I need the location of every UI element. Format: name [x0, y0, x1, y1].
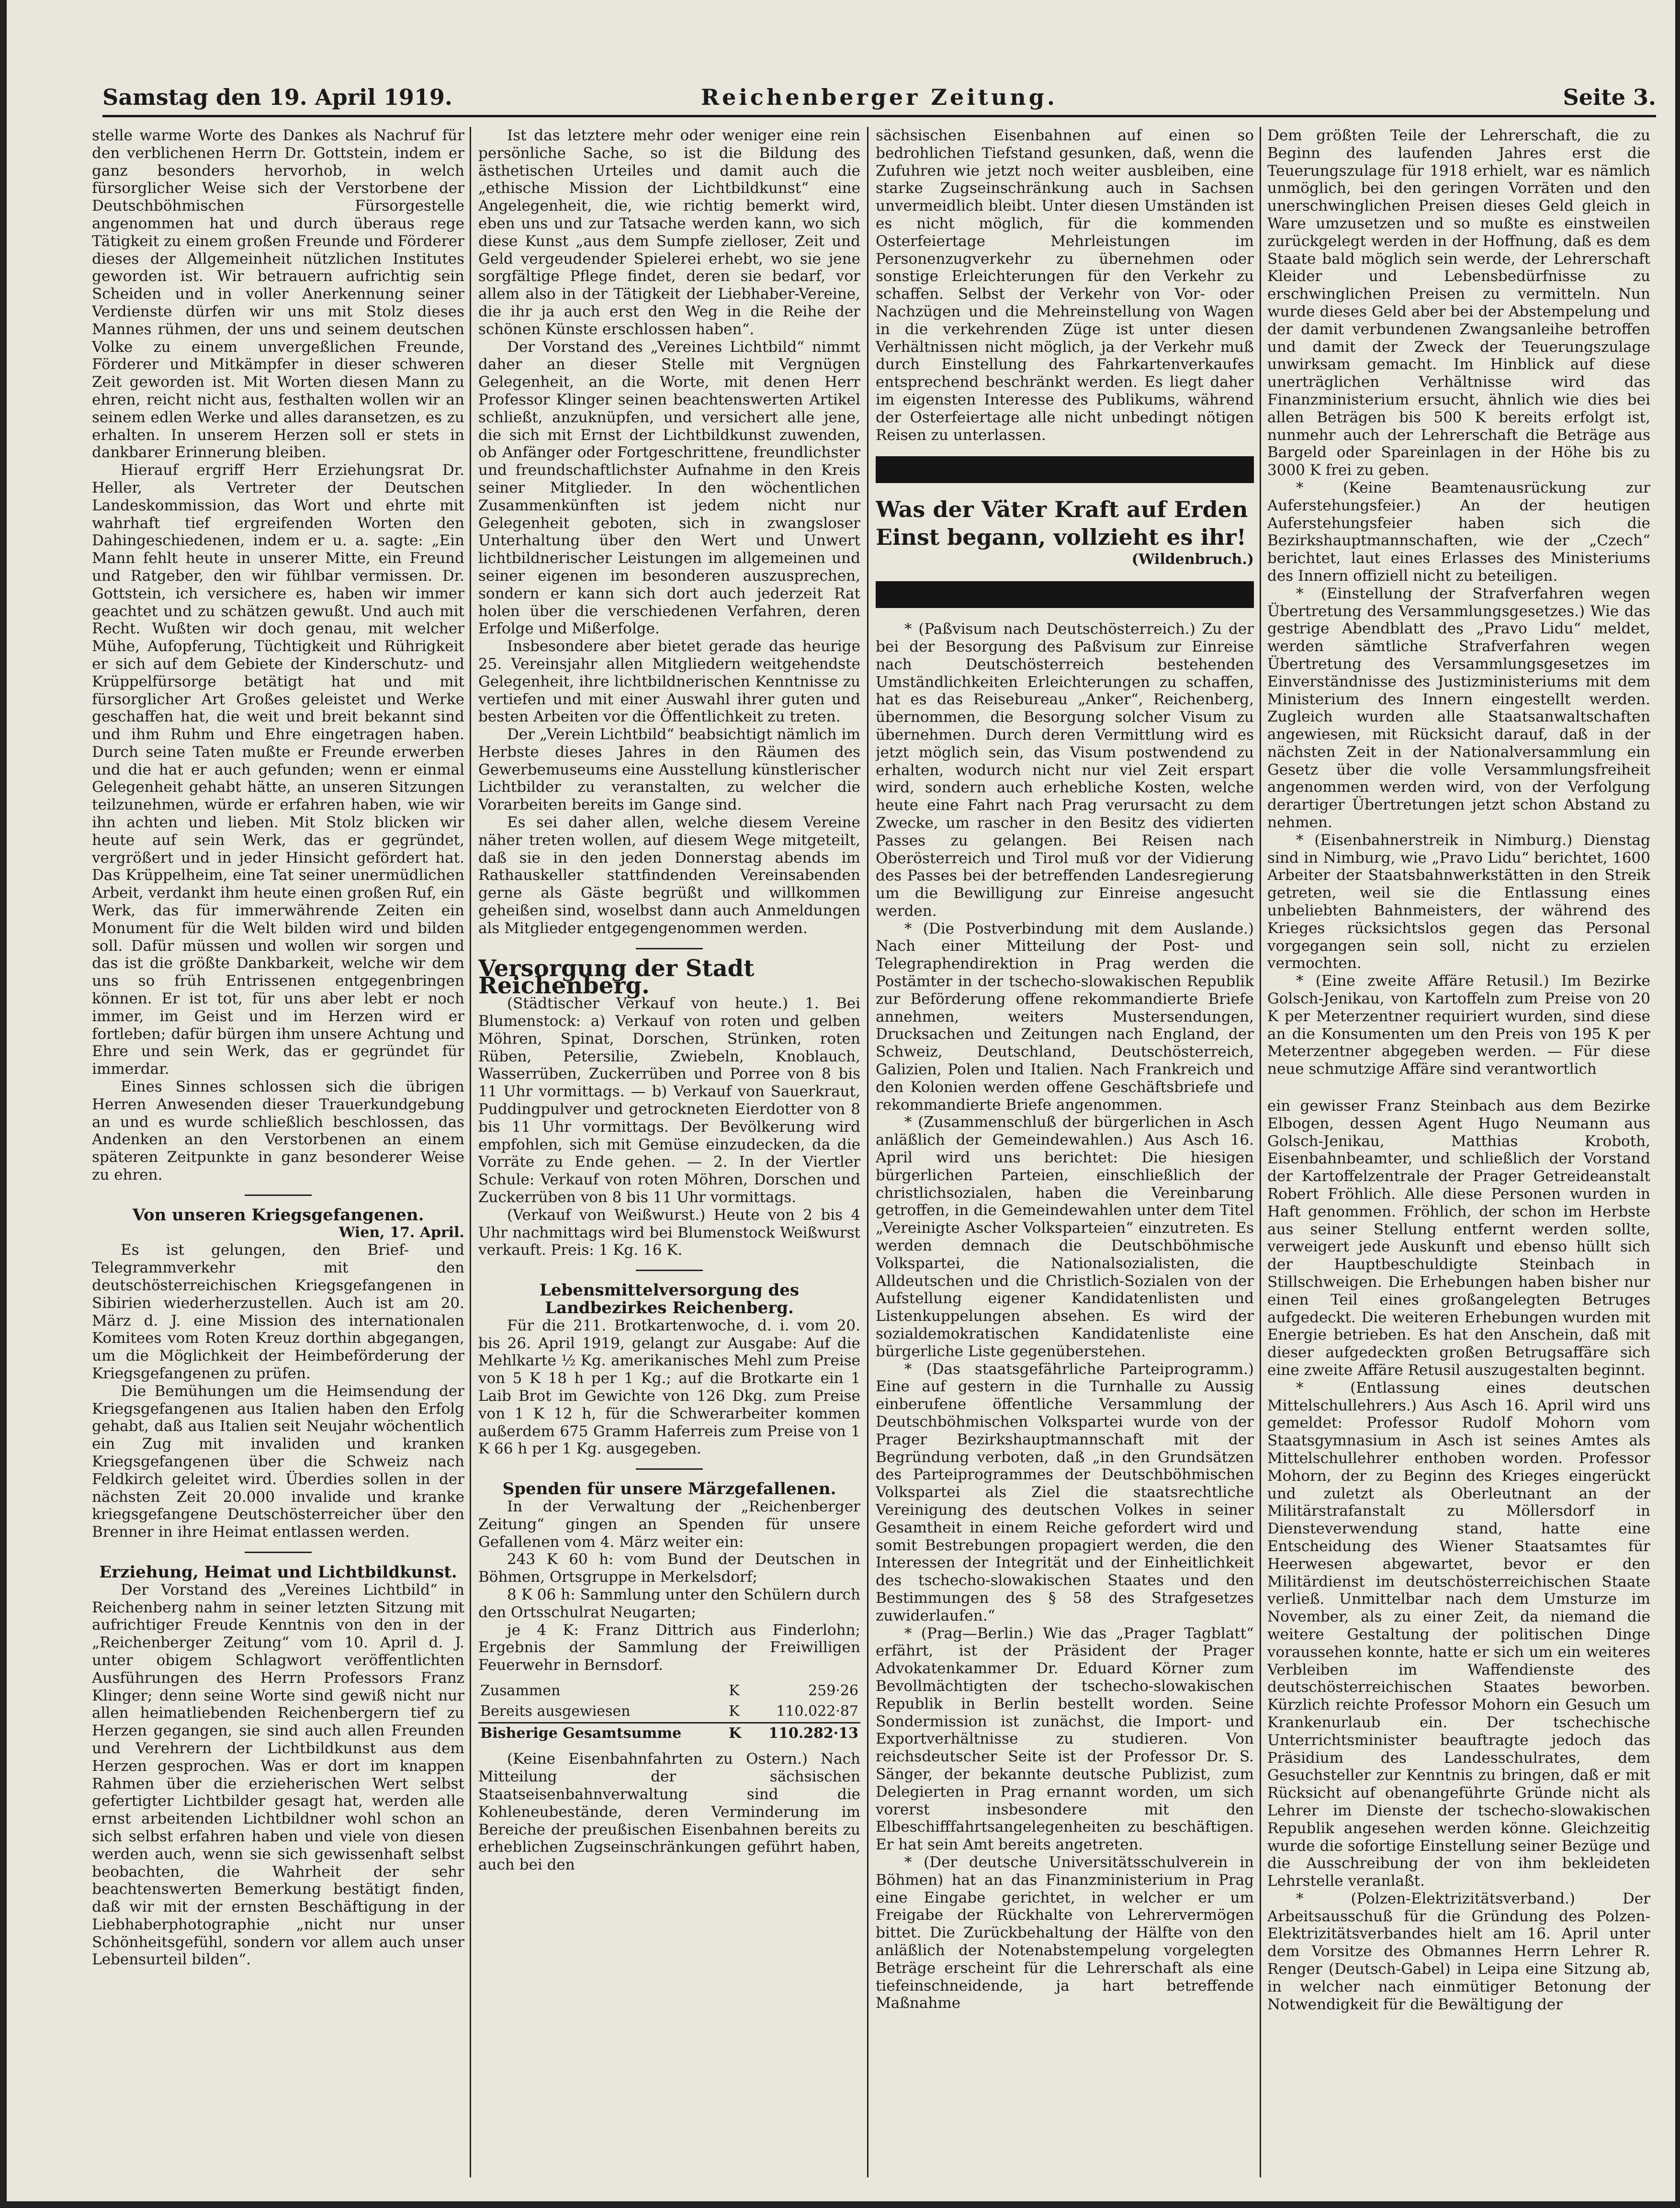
- article-paragraph: * (Einstellung der Strafverfahren wegen Übertretung des Versammlungsgesetzes.) Wie das gestrige Abendblatt des „Pravo Lidu“ meldet, werden sämtliche Strafverfahren wegen Übertretung des Versammlungsgesetzes im Einverständnisse des Justizministeriums mit dem Ministerium des Innern eingestellt werden. Zugleich wurden alle Staatsanwaltschaften angewiesen, mit Rücksicht darauf, daß in der nächsten Zeit in der Nationalversammlung ein Gesetz über die volle Versammlungsfreiheit angenommen werden wird, von der Verfolgung derartiger Übertretungen jetzt schon Abstand zu nehmen.: [1267, 585, 1650, 832]
- article-paragraph: Die Bemühungen um die Heimsendung der Kriegsgefangenen aus Italien haben den Erfolg gehabt, daß aus Italien seit Neujahr wöchentlich ein Zug mit invaliden und kranken Kriegsgefangenen über die Schweiz nach Feldkirch geleitet wird. Überdies sollen in der nächsten Zeit 20.000 invalide und kranke kriegsgefangene Deutschösterreicher über den Brenner in ihre Heimat entlassen werden.: [92, 1382, 464, 1541]
- article-paragraph: Ist das letztere mehr oder weniger eine rein persönliche Sache, so ist die Bildung des ästhetischen Urteiles und damit auch die „ethische Mission der Lichtbildkunst“ eine Angelegenheit, die, wie richtig bemerkt wird, eben uns und zur Tatsache werden kann, wo sich diese Kunst „aus dem Sumpfe zielloser, Zeit und Geld vergeudender Spielerei erhebt, wo sie jene sorgfältige Pflege findet, deren sie bedarf, vor allem also in der Tätigkeit der Liebhaber-Vereine, die ihr ja auch erst den Weg in die Reihe der schönen Künste erschlossen haben“.: [478, 127, 860, 338]
- black-bar: [876, 456, 1254, 483]
- article-paragraph: * (Eisenbahnerstreik in Nimburg.) Dienstag sind in Nimburg, wie „Pravo Lidu“ berichtet, 1600 Arbeiter der Staatsbahnwerkstätten in den Streik getreten, weil sie die Entlassung eines unbeliebten Bahnmeisters, der während des Krieges rücksichtslos gegen das Personal vorgegangen sein soll, nicht zu erzielen vermochten.: [1267, 831, 1650, 972]
- column-divider: [867, 127, 868, 2177]
- dateline: Wien, 17. April.: [338, 1224, 464, 1241]
- article-paragraph: * (Keine Beamtenausrückung zur Auferstehungsfeier.) An der heutigen Auferstehungsfeier haben sich die Bezirkshauptmannschaften, wie der „Czech“ berichtet, laut eines Erlasses des Ministeriums des Innern offiziell nicht zu beteiligen.: [1267, 479, 1650, 585]
- header-page-number: Seite 3.: [1563, 84, 1656, 110]
- section-rule: [245, 1552, 312, 1553]
- section-rule: [245, 1194, 312, 1196]
- donation-entry: je 4 K: Franz Dittrich aus Finderlohn; Ergebnis der Sammlung der Freiwilligen Feuerwehr in Bernsdorf.: [478, 1621, 860, 1674]
- column-3: [876, 127, 1254, 2177]
- article-paragraph: Insbesondere aber bietet gerade das heurige 25. Vereinsjahr allen Mitgliedern weitgehendste Gelegenheit, ihre lichtbildnerischen Kenntnisse zu vertiefen und mit einer Auswahl ihrer guten und besten Arbeiten vor die Öffentlichkeit zu treten.: [478, 638, 860, 726]
- headline-landbezirk: Lebensmittelversorgung des Landbezirkes Reichenberg.: [539, 1281, 800, 1318]
- slogan-credit: (Wildenbruch.): [1131, 551, 1254, 568]
- table-cell-amount: 259·26: [808, 1682, 858, 1699]
- headline-lichtbildkunst: Erziehung, Heimat und Lichtbildkunst.: [99, 1562, 457, 1582]
- donation-entry: 243 K 60 h: vom Bund der Deutschen in Böhmen, Ortsgruppe in Merkelsdorf;: [478, 1551, 860, 1586]
- table-cell-label: Zusammen: [480, 1682, 561, 1699]
- table-row: [478, 1701, 860, 1723]
- table-cell-currency: K: [729, 1682, 740, 1699]
- table-cell-currency: K: [729, 1702, 740, 1720]
- article-paragraph: (Städtischer Verkauf von heute.) 1. Bei Blumenstock: a) Verkauf von roten und gelben Möhren, Spinat, Dorschen, Strünken, roten Rüben, Petersilie, Zwiebeln, Knoblauch, Wasserrüben, Zuckerrüben und Porree von 8 bis 11 Uhr vormittags. — b) Verkauf von Sauerkraut, Puddingpulver und getrockneten Eierdotter von 8 bis 11 Uhr vormittags. Der Bevölkerung wird empfohlen, sich mit Gemüse einzudecken, da die Vorräte zu Ende gehen. — 2. In der Viertler Schule: Verkauf von roten Möhren, Dorschen und Zuckerrüben von 8 bis 11 Uhr vormittags.: [478, 995, 860, 1206]
- article-paragraph: Für die 211. Brotkartenwoche, d. i. vom 20. bis 26. April 1919, gelangt zur Ausgabe: Auf die Mehlkarte ½ Kg. amerikanisches Mehl zum Preise von 5 K 18 h per 1 Kg.; auf die Brotkarte ein 1 Laib Brot im Gewichte von 126 Dkg. zum Preise von 1 K 12 h, für die Schwerarbeiter kommen außerdem 675 Gramm Haferreis zum Preise von 1 K 66 h per 1 Kg. ausgegeben.: [478, 1317, 860, 1458]
- table-row: [478, 1723, 860, 1744]
- section-rule: [636, 1270, 703, 1271]
- column-divider: [1260, 127, 1261, 2177]
- donation-totals-table: [478, 1681, 860, 1744]
- article-paragraph: * (Polzen-Elektrizitätsverband.) Der Arbeitsausschuß für die Gründung des Polzen-Elektrizitätsverbandes hielt am 16. April unter dem Vorsitze des Obmannes Herrn Lehrer R. Renger (Deutsch-Gabel) in Leipa eine Sitzung ab, in welcher nach einmütiger Betonung der Notwendigkeit für die Bewältigung der: [1267, 1890, 1650, 2013]
- section-rule: [636, 948, 703, 949]
- table-cell-label: Bisherige Gesamtsumme: [478, 1723, 727, 1744]
- column-2: [478, 127, 860, 2177]
- article-paragraph: ein gewisser Franz Steinbach aus dem Bezirke Elbogen, dessen Agent Hugo Neumann aus Golsch-Jenikau, Matthias Kroboth, Eisenbahnbeamter, und schließlich der Vorstand der Kartoffelzentrale der Prager Getreideanstalt Robert Fröhlich. Alle diese Personen wurden in Haft genommen. Fröhlich, der schon im Herbste aus seiner Stellung entfernt werden sollte, verweigert jede Auskunft und ebenso hüllt sich der Hauptbeschuldigte Steinbach in Stillschweigen. Die Erhebungen haben bisher nur einen Teil eines großangelegten Betruges aufgedeckt. Die weiteren Erhebungen wurden mit Energie betrieben. Es hat den Anschein, daß mit dieser aufgedeckten großen Betrugsaffäre sich eine zweite Affäre Retusil auszugestalten beginnt.: [1267, 1097, 1650, 1379]
- article-paragraph: sächsischen Eisenbahnen auf einen so bedrohlichen Tiefstand gesunken, daß, wenn die Zufuhren wie jetzt noch weiter ausbleiben, eine starke Zugseinschränkung auch in Sachsen unvermeidlich bleibt. Unter diesen Umständen ist es nicht möglich, für die kommenden Osterfeiertage Mehrleistungen im Personenzugverkehr zu übernehmen oder sonstige Erleichterungen für den Verkehr zu schaffen. Selbst der Verkehr von Vor- oder Nachzügen und die Mehreinstellung von Wagen in die verkehrenden Züge ist unter diesen Verhältnissen nicht möglich, ja der Verkehr muß durch Einstellung des Fahrkartenverkaufes entsprechend beschränkt werden. Es liegt daher im eigensten Interesse des Publikums, während der Osterfeiertage alle nicht unbedingt nötigen Reisen zu unterlassen.: [876, 127, 1254, 444]
- article-paragraph: Dem größten Teile der Lehrerschaft, die zu Beginn des laufenden Jahres erst die Teuerungszulage für 1918 erhielt, war es nämlich unmöglich, bei den geringen Vorräten und den unerschwinglichen Preisen dieses Geld gleich in Ware umzusetzen und so mußte es einstweilen zurückgelegt werden in der Hoffnung, daß es dem Staate bald möglich sein werde, der Lehrerschaft Kleider und Lebensbedürfnisse zu erschwinglichen Preisen zu vermitteln. Nun wurde dieses Geld aber bei der Abstempelung und der damit verbundenen Zwangsanleihe betroffen und damit der Zweck der Teuerungszulage unwirksam gemacht. Im Hinblick auf diese unerträglichen Verhältnisse wird das Finanzministerium ersucht, ähnlich wie dies bei allen Beträgen bis 500 K bereits erfolgt ist, nunmehr auch der Lehrerschaft die Beträge aus Bargeld oder Spareinlagen in der Höhe bis zu 3000 K frei zu geben.: [1267, 127, 1650, 479]
- table-cell-currency: K: [727, 1723, 746, 1744]
- article-paragraph: Es sei daher allen, welche diesem Vereine näher treten wollen, auf diesem Wege mitgeteilt, daß sie in den jeden Donnerstag abends im Rathauskeller stattfindenden Vereinsabenden gerne als Gäste begrüßt und willkommen geheißen sind, woselbst dann auch Anmeldungen als Mitglieder entgegengenommen werden.: [478, 814, 860, 937]
- table-cell-label: Bereits ausgewiesen: [480, 1702, 631, 1720]
- article-paragraph: * (Zusammenschluß der bürgerlichen in Asch anläßlich der Gemeindewahlen.) Aus Asch 16. April wird uns berichtet: Die hiesigen bürgerlichen Parteien, einschließlich der christlichsozialen, haben die Vereinbarung getroffen, in die Gemeindewahlen unter dem Titel „Vereinigte Ascher Volksparteien“ einzutreten. Es werden demnach die Deutschböhmische Volkspartei, die Nationalsozialisten, die Alldeutschen und die Christlich-Sozialen von der Aufstellung eigener Kandidatenlisten und Listenkuppelungen absehen. Es wird der sozialdemokratischen Kandidatenliste eine bürgerliche Liste gegenüberstehen.: [876, 1114, 1254, 1360]
- article-paragraph: Hierauf ergriff Herr Erziehungsrat Dr. Heller, als Vertreter der Deutschen Landeskommission, das Wort und ehrte mit wahrhaft tief ergreifenden Worten den Dahingeschiedenen, indem er u. a. sagte: „Ein Mann fehlt heute in unserer Mitte, ein Freund und Ratgeber, den wir fühlbar vermissen. Dr. Gottstein, ich versichere es, haben wir immer geachtet und zu schätzen gewußt. Und auch mit Recht. Wußten wir doch genau, mit welcher Mühe, Aufopferung, Tüchtigkeit und Rührigkeit er sich auf dem Gebiete der Kinderschutz- und Krüppelfürsorge betätigt hat und mit fürsorglicher Art Großes geleistet und Werke geschaffen hat, die weit und breit bekannt sind und ihm Ruhm und Ehre eingetragen haben. Durch seine Taten mußte er Freunde erwerben und die hat er auch gefunden; wenn er einmal Gelegenheit gehabt hätte, an unseren Sitzungen teilzunehmen, würde er erfahren haben, wie wir ihn achten und lieben. Mit Stolz blicken wir heute auf sein Werk, das er gegründet, vergrößert und in jeder Hinsicht gefördert hat. Das Krüppelheim, eine Tat seiner unermüdlichen Arbeit, verdankt ihm heute einen großen Ruf, ein Werk, das für immerwährende Zeiten ein Monument für die Welt bilden wird und bilden soll. Dafür müssen und wollen wir sorgen und das ist die größte Dankbarkeit, welche wir dem uns so früh Entrissenen entgegenbringen können. Er ist tot, für uns aber lebt er noch immer, im Geist und im Herzen wird er fortleben; dafür bürgen ihm unsere Achtung und Ehre und sein Werk, das er gegründet für immerdar.: [92, 462, 464, 1078]
- article-paragraph: * (Das staatsgefährliche Parteiprogramm.) Eine auf gestern in die Turnhalle zu Aussig einberufene öffentliche Versammlung der Deutschböhmischen Volkspartei wurde von der Prager Bezirkshauptmannschaft mit der Begründung verboten, daß „in den Grundsätzen des Parteiprogrammes der Deutschböhmischen Volkspartei als Ziel die staatsrechtliche Vereinigung des deutschen Volkes in seiner Gesamtheit in einem Reiche gefordert wird und somit Bestrebungen propagiert werden, die den Interessen der Integrität und der Einheitlichkeit des tschecho-slowakischen Staates und den Bestimmungen des § 58 des Strafgesetzes zuwiderlaufen.“: [876, 1360, 1254, 1624]
- article-paragraph: (Verkauf von Weißwurst.) Heute von 2 bis 4 Uhr nachmittags wird bei Blumenstock Weißwurst verkauft. Preis: 1 Kg. 16 K.: [478, 1206, 860, 1259]
- column-divider: [470, 127, 471, 2177]
- column-1: [92, 127, 464, 2177]
- slogan-headline: Was der Väter Kraft auf Erden Einst begann, vollzieht es ihr!: [876, 496, 1248, 551]
- article-paragraph: * (Entlassung eines deutschen Mittelschullehrers.) Aus Asch 16. April wird uns gemeldet: Professor Rudolf Mohorn vom Staatsgymnasium in Asch ist seines Amtes als Mittelschullehrer enthoben worden. Professor Mohorn, der zu Beginn des Krieges eingerückt und zuletzt als Oberleutnant an der Militärstrafanstalt zu Möllersdorf in Diensteverwendung stand, hatte eine Entscheidung des Wiener Staatsamtes für Heerwesen abgewartet, bevor er den Militärdienst im deutschösterreichischen Staate verließ. Unmittelbar nach dem Umsturze im November, als zu einer Zeit, da niemand die weitere Gestaltung der politischen Dinge voraussehen konnte, hatte er sich um ein weiteres Verbleiben im Waffendienste des deutschösterreichischen Staates beworben. Kürzlich reichte Professor Mohorn ein Gesuch um Krankenurlaub ein. Der tschechische Unterrichtsminister beauftragte jedoch das Präsidium des Landesschulrates, dem Gesuchsteller zur Kenntnis zu bringen, daß er mit Rücksicht auf obenangeführte Gründe nicht als Lehrer im Dienste der tschecho-slowakischen Republik angesehen werden könne. Gleichzeitig wurde die sofortige Einstellung seiner Bezüge und die Ausschreibung der von ihm bekleideten Lehrstelle veranlaßt.: [1267, 1379, 1650, 1890]
- table-cell-amount: 110.022·87: [776, 1702, 858, 1720]
- headline-versorgung: Versorgung der Stadt Reichenberg.: [478, 955, 755, 1000]
- article-paragraph: Der „Verein Lichtbild“ beabsichtigt nämlich im Herbste dieses Jahres in den Räumen des Gewerbemuseums eine Ausstellung künstlerischer Lichtbilder zu veranstalten, zu welcher die Vorarbeiten bereits im Gange sind.: [478, 726, 860, 814]
- black-bar: [876, 581, 1254, 608]
- headline-kriegsgefangene: Von unseren Kriegsgefangenen.: [132, 1205, 424, 1225]
- article-paragraph: (Keine Eisenbahnfahrten zu Ostern.) Nach Mitteilung der sächsischen Staatseisenbahnverwaltung sind die Kohleneubestände, deren Verminderung im Bereiche der preußischen Eisenbahnen bereits zu erheblichen Zugseinschränkungen geführt haben, auch bei den: [478, 1750, 860, 1874]
- article-paragraph: In der Verwaltung der „Reichenberger Zeitung“ gingen an Spenden für unsere Gefallenen vom 4. März weiter ein:: [478, 1498, 860, 1551]
- header-date: Samstag den 19. April 1919.: [102, 84, 452, 110]
- page-header: [102, 81, 1656, 117]
- donation-entry: 8 K 06 h: Sammlung unter den Schülern durch den Ortsschulrat Neugarten;: [478, 1586, 860, 1621]
- table-cell-amount: 110.282·13: [746, 1723, 860, 1744]
- article-paragraph: * (Die Postverbindung mit dem Auslande.) Nach einer Mitteilung der Post- und Telegraphendirektion in Prag werden die Postämter in der tschecho-slowakischen Republik zur Beförderung offene rekommandierte Briefe annehmen, weiters Mustersendungen, Drucksachen und Zeitungen nach England, der Schweiz, Deutschland, Deutschösterreich, Galizien, Polen und Italien. Nach Frankreich und den Kolonien werden offene Geschäftsbriefe und rekommandierte Briefe angenommen.: [876, 920, 1254, 1114]
- article-paragraph: * (Eine zweite Affäre Retusil.) Im Bezirke Golsch-Jenikau, von Kartoffeln zum Preise von 20 K per Meterzentner requiriert wurden, sind diese an die Konsumenten um den Preis von 195 K per Meterzentner abgegeben werden. — Für diese neue schmutzige Affäre sind verantwortlich: [1267, 972, 1650, 1078]
- header-masthead: Reichenberger Zeitung.: [700, 84, 1058, 110]
- article-paragraph: Der Vorstand des „Vereines Lichtbild“ in Reichenberg nahm in seiner letzten Sitzung mit aufrichtiger Freude Kenntnis von den in der „Reichenberger Zeitung“ vom 10. April d. J. unter obigem Schlagwort veröffentlichten Ausführungen des Herrn Professors Franz Klinger; denn seine Worte sind gewiß nicht nur allen heimatliebenden Reichenbergern tief zu Herzen gegangen, sie sind auch allen Freunden und Verehrern der Lichtbildkunst aus dem Herzen gesprochen. Was er dort im knappen Rahmen über die erzieherischen Wert selbst gefertigter Lichtbilder gesagt hat, werden alle ernst arbeitenden Lichtbildner wohl schon an sich selbst erfahren haben und viele von diesen werden auch, wenn sie sich gewissenhaft selbst beobachten, die Wahrheit der sehr beachtenswerten Bemerkung bestätigt finden, daß wir mit der ernsten Beschäftigung in der Liebhaberphotographie „nicht nur unser Schönheitsgefühl, sondern vor allem auch unser Lebensurteil bilden“.: [92, 1581, 464, 1969]
- article-paragraph: stelle warme Worte des Dankes als Nachruf für den verblichenen Herrn Dr. Gottstein, indem er ganz besonders hervorhob, in welch fürsorglicher Weise sich der Verstorbene der Deutschböhmischen Fürsorgestelle angenommen hat und durch überaus rege Tätigkeit zu einem großen Freunde und Förderer dieses der Allgemeinheit nützlichen Institutes geworden ist. Wir betrauern aufrichtig sein Scheiden und in voller Anerkennung seiner Verdienste dürfen wir uns mit Stolz dieses Mannes rühmen, der uns und seinem deutschen Volke zu einem unvergeßlichen Freunde, Förderer und Mitkämpfer in dieser schweren Zeit geworden ist. Mit Worten diesen Mann zu ehren, reicht nicht aus, festhalten wollen wir an seinem edlen Werke und alles daransetzen, es zu erhalten. In unserem Herzen soll er stets in dankbarer Erinnerung bleiben.: [92, 127, 464, 462]
- article-paragraph: Der Vorstand des „Vereines Lichtbild“ nimmt daher an dieser Stelle mit Vergnügen Gelegenheit, an die Worte, mit denen Herr Professor Klinger seinen beachtenswerten Artikel schließt, anzuknüpfen, und versichert alle jene, die sich mit Ernst der Lichtbildkunst zuwenden, ob Anfänger oder Fortgeschrittene, freundlichster und freundschaftlichster Aufnahme in den Kreis seiner Mitglieder. In den wöchentlichen Zusammenkünften ist jedem nicht nur Gelegenheit geboten, sich in zwangsloser Unterhaltung über den Wert und Unwert lichtbildnerischer Leistungen im allgemeinen und seiner eigenen im besonderen auszusprechen, sondern er kann sich dort auch jederzeit Rat holen über die verschiedenen Verfahren, deren Erfolge und Mißerfolge.: [478, 338, 860, 638]
- column-break-gap: [1267, 1078, 1650, 1097]
- article-paragraph: Eines Sinnes schlossen sich die übrigen Herren Anwesenden dieser Trauerkundgebung an und es wurde schließlich beschlossen, das Andenken an den Verstorbenen an einem späteren Zeitpunkte in ganz besonderer Weise zu ehren.: [92, 1078, 464, 1184]
- article-paragraph: * (Prag—Berlin.) Wie das „Prager Tagblatt“ erfährt, ist der Präsident der Prager Advokatenkammer Dr. Eduard Körner zum Bevollmächtigten der tschecho-slowakischen Republik in Berlin bestellt worden. Seine Sondermission ist zunächst, die Import- und Exportverhältnisse zu studieren. Von reichsdeutscher Seite ist der Professor Dr. S. Sänger, der bekannte deutsche Publizist, zum Delegierten in Prag ernannt worden, um sich vorerst insbesondere mit den Elbeschifffahrtsangelegenheiten zu beschäftigen. Er hat sein Amt bereits angetreten.: [876, 1624, 1254, 1854]
- headline-spenden: Spenden für unsere Märzgefallenen.: [502, 1479, 836, 1499]
- article-paragraph: * (Der deutsche Universitätsschulverein in Böhmen) hat an das Finanzministerium in Prag eine Eingabe gerichtet, in welcher er um Freigabe der Rückhalte von Lehrervermögen bittet. Die Zurückbehaltung der Hälfte von den anläßlich der Notenabstempelung vorgelegten Beträge erscheint für die Lehrerschaft als eine tiefeinschneidende, ja hart betreffende Maßnahme: [876, 1853, 1254, 2012]
- article-paragraph: Es ist gelungen, den Brief- und Telegrammverkehr mit den deutschösterreichischen Kriegsgefangenen in Sibirien wiederherzustellen. Auch ist am 20. März d. J. eine Mission des internationalen Komitees vom Roten Kreuz dorthin abgegangen, um die Möglichkeit der Heimbeförderung der Kriegsgefangenen zu prüfen.: [92, 1241, 464, 1382]
- section-rule: [636, 1468, 703, 1470]
- table-row: [478, 1681, 860, 1701]
- column-4: [1267, 127, 1650, 2177]
- article-paragraph: * (Paßvisum nach Deutschösterreich.) Zu der bei der Besorgung des Paßvisum zur Einreise nach Deutschösterreich bestehenden Umständlichkeiten Erleichterungen zu schaffen, hat es das Reisebureau „Anker“, Reichenberg, übernommen, die Besorgung solcher Visum zu übernehmen. Durch deren Vermittlung wird es jetzt möglich sein, das Visum postwendend zu erhalten, wodurch nicht nur viel Zeit erspart wird, sondern auch erhebliche Kosten, welche heute eine Fahrt nach Prag verursacht zu dem Zwecke, um rascher in den Besitz des vidierten Passes zu gelangen. Bei Reisen nach Oberösterreich und Tirol muß vor der Vidierung des Passes bei der betreffenden Landesregierung um die Bewilligung zur Einreise angesucht werden.: [876, 620, 1254, 920]
